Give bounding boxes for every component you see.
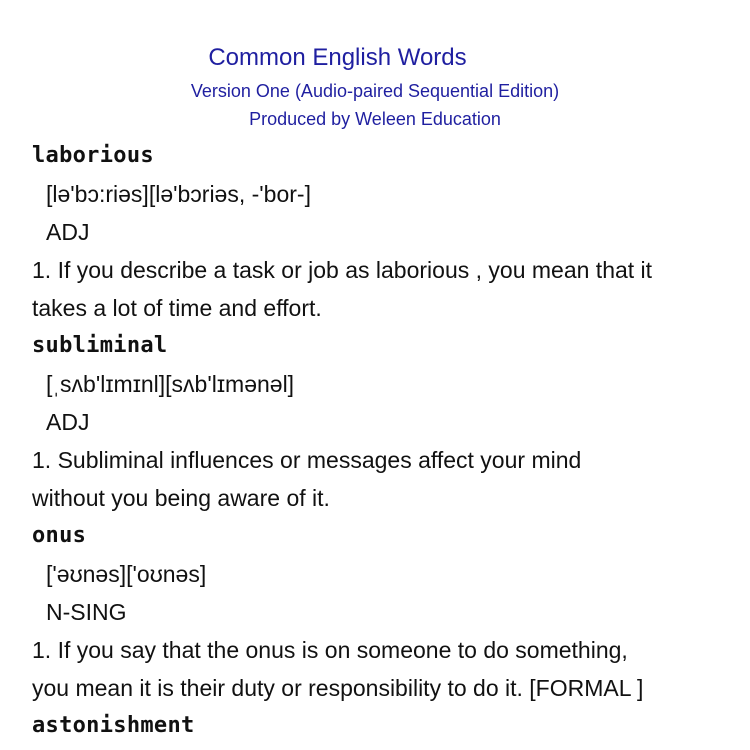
document-producer: Produced by Weleen Education: [249, 109, 501, 129]
part-of-speech: N-SING: [46, 599, 127, 625]
definition-line: 1. Subliminal influences or messages affect your mind: [32, 447, 582, 473]
phonetic: [lə'bɔ:riəs][lə'bɔriəs, -'bor-]: [46, 181, 311, 207]
phonetic: [ˌsʌb'lɪmɪnl][sʌb'lɪmənəl]: [46, 371, 295, 397]
headword: astonishment: [32, 713, 195, 738]
document-title: Common English Words: [208, 44, 467, 71]
definition-line: you mean it is their duty or responsibility to do it. [FORMAL ]: [32, 675, 644, 701]
headword: laborious: [32, 143, 154, 168]
definition-line: 1. If you describe a task or job as laborious , you mean that it: [32, 257, 653, 283]
headword: onus: [32, 523, 87, 548]
headword: subliminal: [32, 333, 168, 358]
word-entry-subliminal: [32, 327, 732, 517]
part-of-speech: ADJ: [46, 409, 90, 435]
phonetic: ['əʊnəs]['oʊnəs]: [46, 561, 207, 587]
word-list: [32, 137, 732, 745]
definition-line: 1. If you say that the onus is on someone to do something,: [32, 637, 628, 663]
definition-line: without you being aware of it.: [32, 485, 330, 511]
word-entry-laborious: [32, 137, 732, 327]
word-entry-onus: [32, 517, 732, 707]
word-entry-astonishment: [32, 707, 732, 745]
part-of-speech: ADJ: [46, 219, 90, 245]
document-subtitle: Version One (Audio-paired Sequential Edition): [190, 81, 560, 101]
definition-line: takes a lot of time and effort.: [32, 295, 322, 321]
